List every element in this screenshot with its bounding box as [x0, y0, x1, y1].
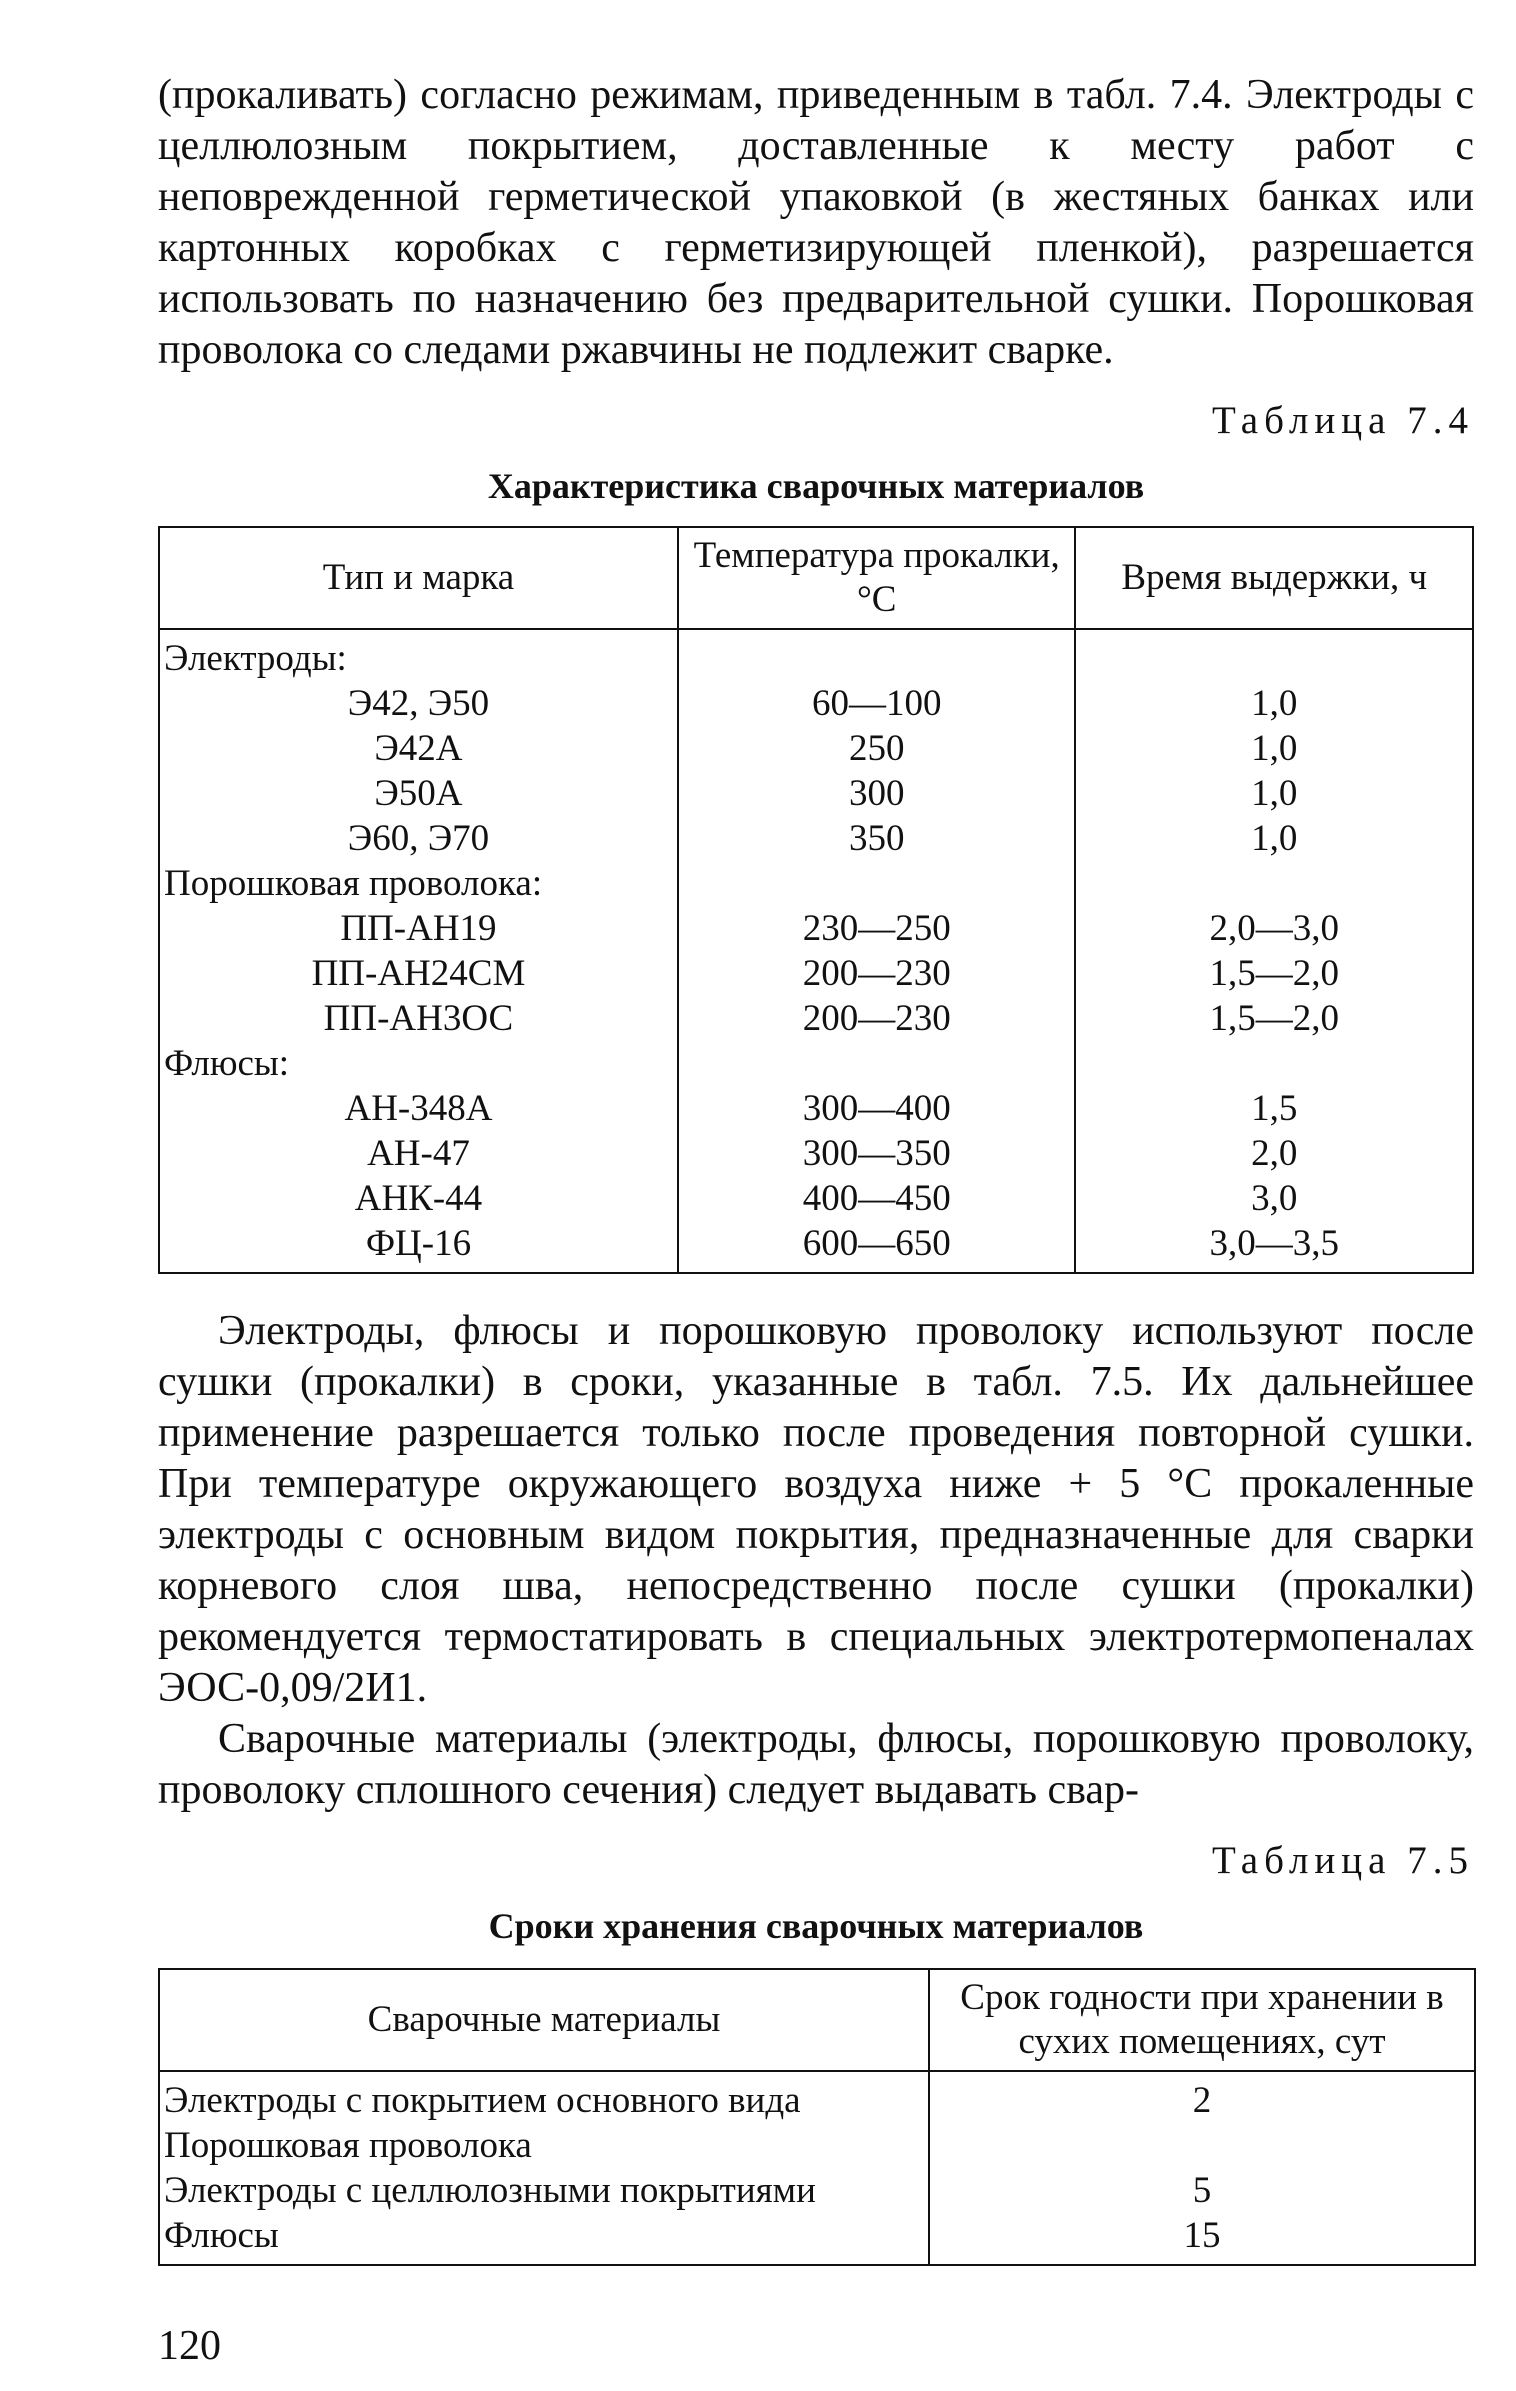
- table-7-4-header-type: Тип и марка: [159, 527, 678, 629]
- table-7-4-material-name: ФЦ-16: [365, 1223, 472, 1264]
- table-7-4-temperature: 60—100: [811, 683, 942, 724]
- table-7-4-material-name: Э60, Э70: [347, 818, 490, 859]
- table-7-5-shelf-life-value: 5: [1192, 2170, 1212, 2211]
- page-number: 120: [158, 2323, 221, 2369]
- table-7-5-header-shelf-life: Срок годности при хранении в сухих помещениях, сут: [929, 1969, 1475, 2071]
- table-storage-terms: [158, 1968, 1476, 2266]
- table-7-4-hold-time: 1,0: [1251, 818, 1298, 859]
- paragraph-drying: Электроды, флюсы и порошковую проволоку используют после сушки (прокалки) в сроки, указанные в табл. 7.5. Их дальнейшее применение разрешается только после проведения повторной сушки. При температуре окружающего воздуха ниже + 5 °С прокаленные электроды с основным видом покрытия, предназначенные для сварки корневого слоя шва, непосредственно после сушки (прокалки) рекомендуется термостатировать в специальных электротермопеналах ЭОС-0,09/2И1.: [158, 1308, 1474, 1711]
- table-7-4-hold-time: 3,0: [1251, 1178, 1298, 1219]
- table-7-5-header-materials: Сварочные материалы: [159, 1969, 929, 2071]
- table-7-5-title: Сроки хранения сварочных материалов: [488, 1906, 1144, 1946]
- table-7-4-material-name: ПП-АН19: [340, 908, 497, 949]
- table-7-4-hold-time: 2,0—3,0: [1209, 908, 1339, 949]
- table-7-4-column-temp: [678, 629, 1076, 1273]
- table-7-4-group-label: Электроды:: [164, 638, 347, 679]
- table-7-4-hold-time: 1,5—2,0: [1209, 998, 1339, 1039]
- table-7-4-temperature: 300—400: [802, 1088, 951, 1129]
- table-7-4-material-name: Э42А: [374, 728, 463, 769]
- table-7-4-material-name: Э50А: [374, 773, 463, 814]
- table-7-4-material-name: ПП-АН3ОС: [323, 998, 514, 1039]
- table-7-5-shelf-life-value: [932, 2123, 1472, 2168]
- table-7-4-hold-time: [1078, 861, 1470, 906]
- table-7-4-header-temp: Температура прокалки, °С: [678, 527, 1076, 629]
- paragraph-intro: (прокаливать) согласно режимам, приведенным в табл. 7.4. Электроды с целлюлозным покрытием, доставленные к месту работ с неповрежденной герметической упаковкой (в жестяных банках или картонных коробках с герметизирующей пленкой), разрешается использовать по назначению без предварительной сушки. Порошковая проволока со следами ржавчины не подлежит сварке.: [158, 72, 1474, 373]
- table-7-4-temperature: 400—450: [802, 1178, 951, 1219]
- table-7-4-column-time: [1075, 629, 1473, 1273]
- table-7-5-column-shelf-life: [929, 2071, 1475, 2265]
- table-7-4-hold-time: 1,0: [1251, 728, 1298, 769]
- table-7-5-material-name: Электроды с покрытием основного вида: [164, 2080, 801, 2121]
- table-7-4-group-label: Флюсы:: [164, 1043, 290, 1084]
- table-7-4-temperature: 230—250: [802, 908, 951, 949]
- paragraph-issuing: Сварочные материалы (электроды, флюсы, порошковую проволоку, проволоку сплошного сечения) следует выдавать свар-: [158, 1716, 1474, 1813]
- table-7-4-temperature: [681, 861, 1073, 906]
- table-7-5-shelf-life-value: 15: [1183, 2215, 1221, 2256]
- table-7-4-material-name: АНК-44: [354, 1178, 483, 1219]
- table-7-5-material-name: Порошковая проволока: [164, 2125, 532, 2166]
- table-7-4-temperature: [681, 636, 1073, 681]
- table-7-4-header-time: Время выдержки, ч: [1075, 527, 1473, 629]
- table-7-4-temperature: 350: [848, 818, 905, 859]
- table-7-4-temperature: 250: [848, 728, 905, 769]
- page-content: [158, 70, 1474, 2266]
- table-7-5-shelf-life-value: 2: [1192, 2080, 1212, 2121]
- table-7-4-hold-time: 1,0: [1251, 773, 1298, 814]
- table-7-4-temperature: 300—350: [802, 1133, 951, 1174]
- table-7-4-temperature: [681, 1041, 1073, 1086]
- table-7-4-material-name: Э42, Э50: [347, 683, 490, 724]
- table-7-4-temperature: 200—230: [802, 953, 951, 994]
- table-7-4-hold-time: 2,0: [1251, 1133, 1298, 1174]
- table-7-4-group-label: Порошковая проволока:: [164, 863, 543, 904]
- table-7-4-temperature: 600—650: [802, 1223, 951, 1264]
- table-7-4-hold-time: [1078, 1041, 1470, 1086]
- table-7-4-temperature: 200—230: [802, 998, 951, 1039]
- table-7-4-column-type: [159, 629, 678, 1273]
- table-7-4-hold-time: 1,0: [1251, 683, 1298, 724]
- table-7-4-title: Характеристика сварочных материалов: [487, 466, 1145, 506]
- table-7-4-hold-time: 1,5: [1251, 1088, 1298, 1129]
- table-7-4-temperature: 300: [848, 773, 905, 814]
- table-7-4-hold-time: 3,0—3,5: [1209, 1223, 1339, 1264]
- table-7-5-column-materials: [159, 2071, 929, 2265]
- table-7-5-number: Таблица 7.5: [1211, 1839, 1474, 1882]
- table-7-4-material-name: АН-47: [367, 1133, 470, 1174]
- table-7-4-material-name: АН-348А: [344, 1088, 493, 1129]
- table-welding-materials-characteristics: [158, 526, 1474, 1274]
- table-7-4-number: Таблица 7.4: [1211, 399, 1474, 442]
- table-7-4-hold-time: [1078, 636, 1470, 681]
- table-7-4-material-name: ПП-АН24СМ: [311, 953, 526, 994]
- table-7-5-material-name: Электроды с целлюлозными покрытиями: [164, 2170, 816, 2211]
- table-7-5-material-name: Флюсы: [164, 2215, 279, 2256]
- table-7-4-hold-time: 1,5—2,0: [1209, 953, 1339, 994]
